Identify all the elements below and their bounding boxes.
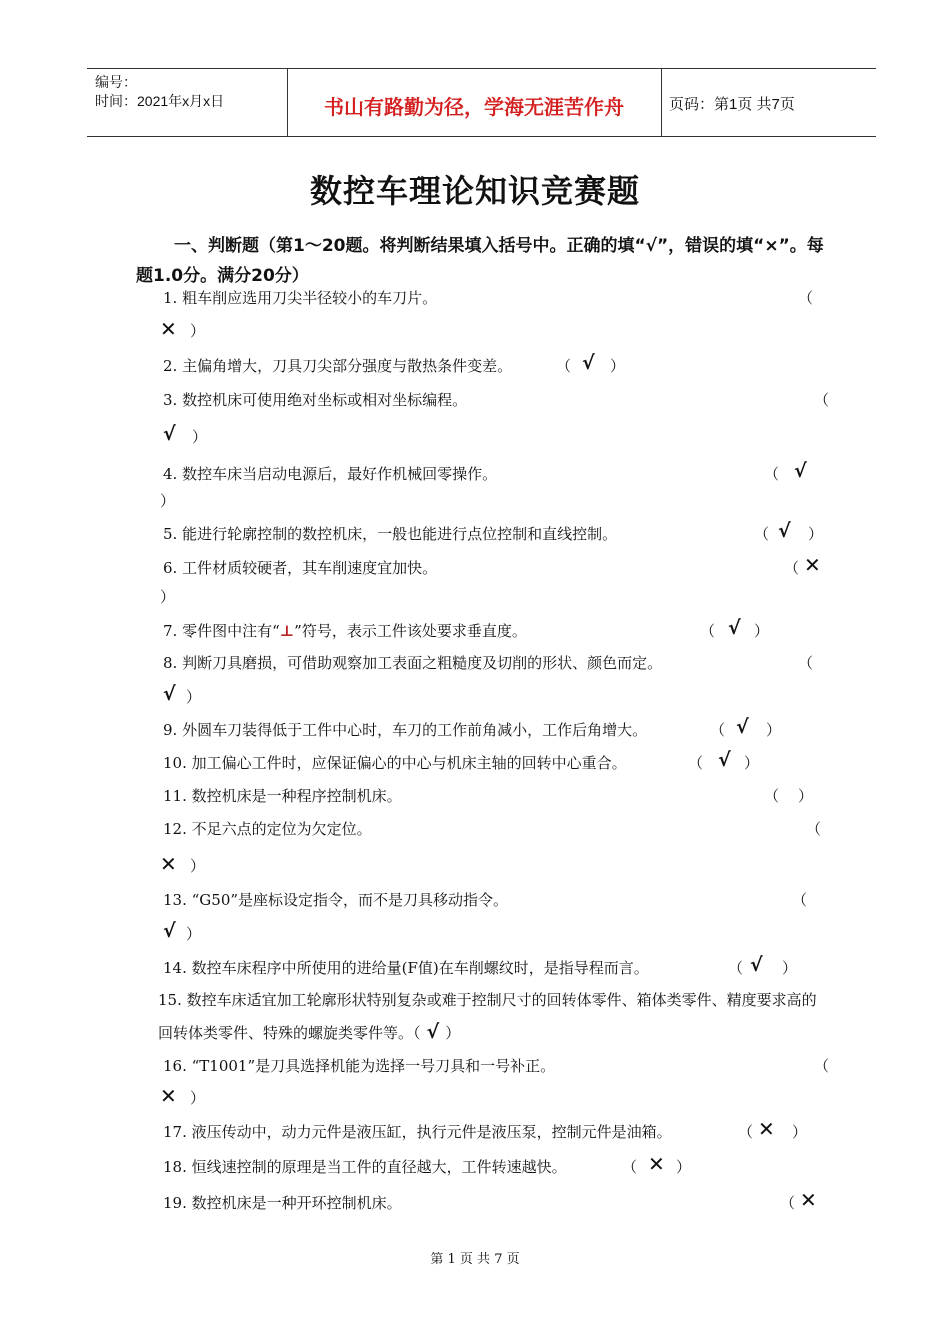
paren-open: （ [806, 820, 822, 838]
answer-mark: ✕ [648, 1152, 665, 1176]
question-18: 18. 恒线速控制的原理是当工件的直径越大，工件转速越快。 [163, 1158, 567, 1176]
paren-open: （ [738, 1123, 754, 1141]
paren-open: （ [622, 1158, 638, 1176]
question-15 [158, 984, 818, 1049]
paren-open: （ [700, 622, 716, 640]
paren-close: ） [190, 857, 206, 875]
paren-close: ） [766, 721, 782, 739]
question-11: 11. 数控机床是一种程序控制机床。 [163, 787, 402, 805]
question-16: 16. “T1001”是刀具选择机能为选择一号刀具和一号补正。 [163, 1057, 556, 1075]
document-title: 数控车理论知识竞赛题 [309, 172, 640, 210]
header-divider [661, 69, 662, 136]
paren-open: （ [688, 754, 704, 772]
paren-open: （ [814, 1057, 830, 1075]
paren-open: （ [556, 357, 572, 375]
paren-close: ） [190, 1089, 206, 1107]
answer-mark: √ [582, 352, 595, 374]
answer-mark: √ [163, 683, 176, 705]
answer-mark: ✕ [804, 553, 821, 577]
paren-open: （ [784, 559, 800, 577]
answer-mark: √ [778, 520, 791, 542]
paren-close: ） [744, 754, 760, 772]
time-label: 时间：2021年x月x日 [95, 93, 225, 109]
answer-mark: ✕ [800, 1188, 817, 1212]
answer-mark: √ [163, 423, 176, 445]
question-1: 1. 粗车削应选用刀尖半径较小的车刀片。 [163, 289, 438, 307]
paren-close: ） [192, 428, 208, 446]
answer-mark: √ [718, 749, 731, 771]
paren-open: （ [814, 391, 830, 409]
paren-open: （ [792, 891, 808, 909]
answer-mark: √ [163, 920, 176, 942]
question-15-text: 15. 数控车床适宜加工轮廓形状特别复杂或难于控制尺寸的回转体零件、箱体类零件、精度要求高的回转体类零件、特殊的螺旋类零件等。 [158, 991, 817, 1042]
paren-open: （ [780, 1194, 796, 1212]
question-19: 19. 数控机床是一种开环控制机床。 [163, 1194, 402, 1212]
paren-open: （ [413, 1024, 421, 1042]
perpendicular-symbol: ⊥ [279, 622, 295, 640]
question-4: 4. 数控车床当启动电源后，最好作机械回零操作。 [163, 465, 498, 483]
paren-open: （ [710, 721, 726, 739]
question-6: 6. 工件材质较硬者，其车削速度宜加快。 [163, 559, 438, 577]
paren-close: ） [754, 622, 770, 640]
question-9: 9. 外圆车刀装得低于工件中心时，车刀的工作前角减小，工作后角增大。 [163, 721, 648, 739]
question-2: 2. 主偏角增大，刀具刀尖部分强度与散热条件变差。 [163, 357, 513, 375]
question-14: 14. 数控车床程序中所使用的进给量(F值)在车削螺纹时，是指导程而言。 [163, 959, 649, 977]
question-7 [163, 620, 527, 641]
paren-close: ） [792, 1123, 808, 1141]
answer-mark: ✕ [758, 1117, 775, 1141]
answer-mark: ✕ [160, 852, 177, 876]
question-12: 12. 不足六点的定位为欠定位。 [163, 820, 372, 838]
question-5: 5. 能进行轮廓控制的数控机床，一般也能进行点位控制和直线控制。 [163, 525, 618, 543]
paren-open: （ [754, 525, 770, 543]
paren-close: ） [445, 1024, 461, 1042]
answer-mark: ✕ [160, 1084, 177, 1108]
question-8: 8. 判断刀具磨损，可借助观察加工表面之粗糙度及切削的形状、颜色而定。 [163, 654, 663, 672]
question-7-text-b: ”符号，表示工件该处要求垂直度。 [294, 622, 527, 640]
page-info: 页码：第1页 共7页 [669, 96, 795, 113]
page-header [87, 68, 876, 137]
paren-close: ） [798, 787, 814, 805]
paren-open: （ [728, 959, 744, 977]
paren-open: （ [764, 465, 780, 483]
paren-close: ） [782, 959, 798, 977]
paren-open: （ [798, 654, 814, 672]
header-meta [95, 73, 224, 111]
question-17: 17. 液压传动中，动力元件是液压缸，执行元件是液压泵，控制元件是油箱。 [163, 1123, 672, 1141]
question-3: 3. 数控机床可使用绝对坐标或相对坐标编程。 [163, 391, 468, 409]
paren-close: ） [676, 1158, 692, 1176]
paren-close: ） [186, 688, 202, 706]
question-13: 13. “G50”是座标设定指令，而不是刀具移动指令。 [163, 891, 509, 909]
paren-close: ） [160, 588, 176, 606]
paren-open: （ [798, 289, 814, 307]
answer-mark: √ [728, 617, 741, 639]
paren-close: ） [610, 357, 626, 375]
paren-close: ） [160, 492, 176, 510]
paren-open: （ [764, 787, 780, 805]
paren-close: ） [190, 322, 206, 340]
answer-mark: ✕ [160, 317, 177, 341]
paren-close: ） [186, 925, 202, 943]
section-heading: 一、判断题（第1～20题。将判断结果填入括号中。正确的填“√”，错误的填“×”。每题1.0分。满分20分） [136, 236, 824, 286]
question-7-text-a: 7. 零件图中注有“ [163, 622, 280, 640]
answer-mark: √ [750, 954, 763, 976]
answer-mark: √ [736, 716, 749, 738]
page-footer: 第 1 页 共 7 页 [430, 1252, 520, 1267]
paren-close: ） [808, 525, 824, 543]
id-label: 编号： [95, 74, 137, 90]
header-motto: 书山有路勤为径，学海无涯苦作舟 [324, 95, 624, 119]
answer-mark: √ [794, 460, 807, 482]
answer-mark: √ [426, 1021, 440, 1043]
question-10: 10. 加工偏心工件时，应保证偏心的中心与机床主轴的回转中心重合。 [163, 754, 627, 772]
